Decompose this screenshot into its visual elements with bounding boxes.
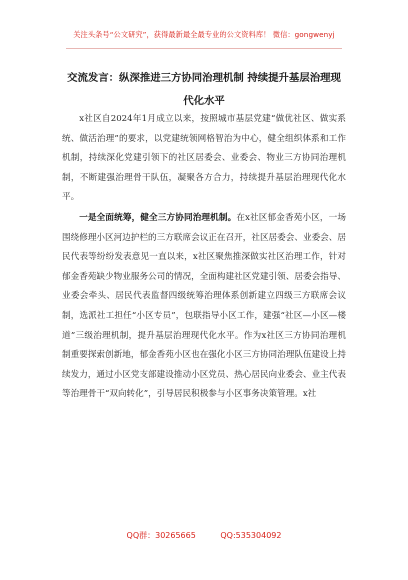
section-body: 在x社区郁金香苑小区，一场围绕修理小区河边护栏的三方联席会议正在召开，社区居委会、业委会、居民代表等纷纷发表意见一直以来，x社区聚焦推深做实社区治理工作，针对郁金香苑缺少物业服务公司的情况，全面构建社区党建引领、居委会指导、业委会牵头、居民代表监督四级统筹治理体系创新建立四级三方联席会议制，选派社工担任“小区专员”，包联指导小区工作，建强“社区—小区—楼道”三级治理机制，提升基层治理现代化水平。作为x社区三方协同治理机制重要探索创新地，郁金香苑小区也在强化小区三方协同治理队伍建设上持续发力，通过小区党支部建设推动小区党员、热心居民向业委会、业主代表等治理骨干“双向转化”，引导居民积极参与小区事务决策管理。x社 — [62, 212, 346, 400]
paragraph-intro: x社区自2024年1月成立以来，按照城市基层党建“做优社区、做实系统、做活治理”的要求，以党建统领网格智治为中心，健全组织体系和工作机制，持续深化党建引领下的社区居委会、业委会、物业三方协同治理机制，不断建强治理骨干队伍，凝聚各方合力，持续提升基层治理现代化水平。 — [62, 114, 346, 203]
footer-qq-group: QQ群：30265665 — [126, 531, 196, 540]
footer-contact — [0, 530, 408, 541]
header-divider — [66, 48, 342, 49]
header-banner: 关注头条号“公文研究”，获得最新最全最专业的公文资料库！ 微信：gongwenyj — [73, 30, 335, 39]
document-body — [62, 110, 346, 405]
section-heading: 一是全面统筹，健全三方协同治理机制。 — [79, 212, 237, 223]
paragraph-section-1 — [62, 209, 346, 405]
document-title: 交流发言：纵深推进三方协同治理机制 持续提升基层治理现代化水平 — [67, 72, 341, 107]
footer-qq-number: QQ:535304092 — [220, 531, 282, 540]
